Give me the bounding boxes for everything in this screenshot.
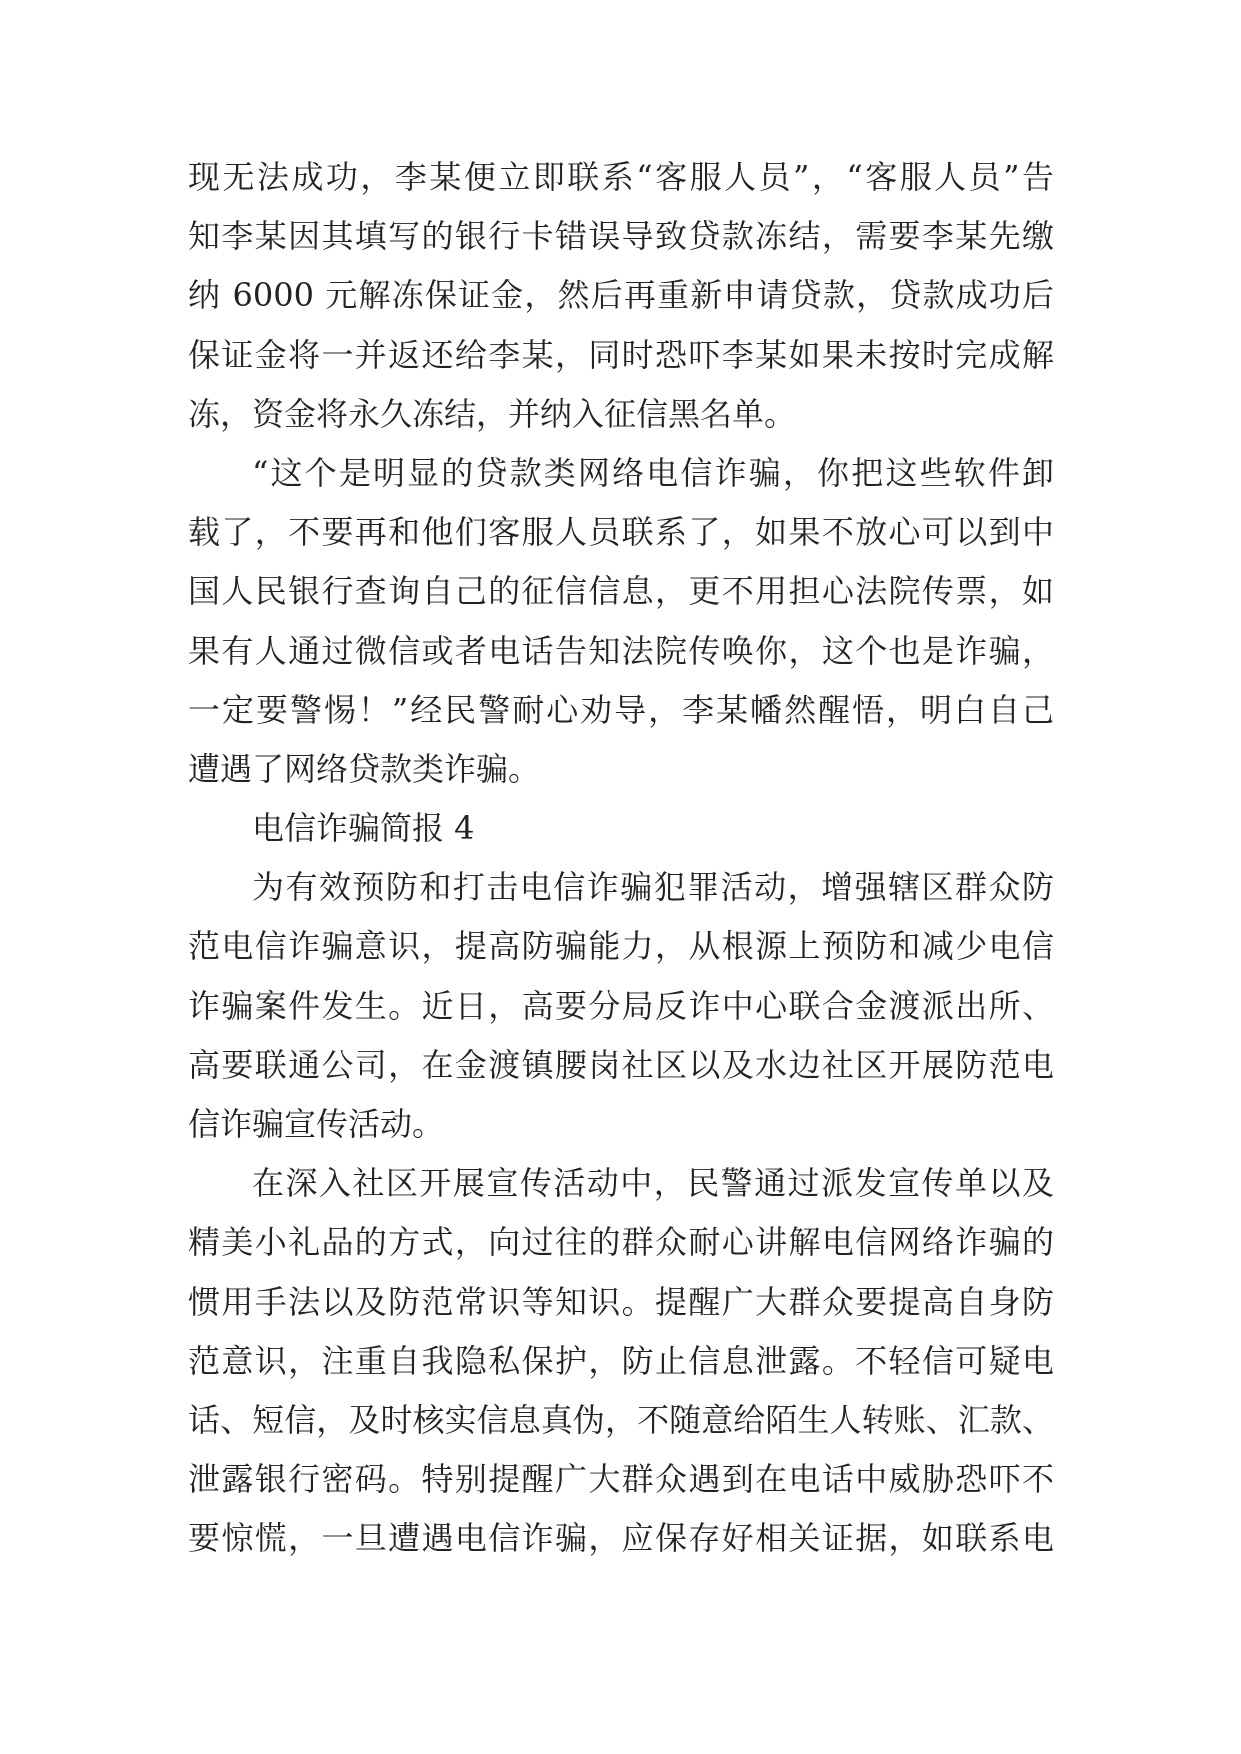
text-line: 诈骗案件发生。近日，高要分局反诈中心联合金渡派出所、 <box>188 986 1054 1025</box>
text-line: 在深入社区开展宣传活动中，民警通过派发宣传单以及 <box>252 1164 1054 1203</box>
text-line: 纳 6000 元解冻保证金，然后再重新申请贷款，贷款成功后 <box>188 276 1054 315</box>
paragraph-campaign-details <box>188 1164 1054 1578</box>
text-line: 现无法成功，李某便立即联系“客服人员”，“客服人员”告 <box>188 158 1054 196</box>
text-line: 范意识，注重自我隐私保护，防止信息泄露。不轻信可疑电 <box>188 1341 1054 1380</box>
text-line: 国人民银行查询自己的征信信息，更不用担心法院传票，如 <box>188 572 1054 611</box>
text-line: 冻，资金将永久冻结，并纳入征信黑名单。 <box>188 394 797 433</box>
text-line: 要惊慌，一旦遭遇电信诈骗，应保存好相关证据，如联系电 <box>188 1519 1054 1558</box>
paragraph-campaign-intro <box>188 868 1054 1164</box>
text-line: 高要联通公司，在金渡镇腰岗社区以及水边社区开展防范电 <box>188 1045 1054 1084</box>
text-line: 范电信诈骗意识，提高防骗能力，从根源上预防和减少电信 <box>188 927 1054 966</box>
text-line: 为有效预防和打击电信诈骗犯罪活动，增强辖区群众防 <box>252 868 1054 907</box>
text-line: 惯用手法以及防范常识等知识。提醒广大群众要提高自身防 <box>188 1282 1054 1321</box>
text-line: 知李某因其填写的银行卡错误导致贷款冻结，需要李某先缴 <box>188 217 1054 256</box>
text-line: 电信诈骗简报 4 <box>252 809 475 848</box>
text-line: 一定要警惕！”经民警耐心劝导，李某幡然醒悟，明白自己 <box>188 690 1054 729</box>
paragraph-police-quote <box>188 454 1054 809</box>
text-line: 遭遇了网络贷款类诈骗。 <box>188 749 541 788</box>
document-body <box>188 158 1054 1579</box>
section-heading-briefing-4 <box>188 809 1054 868</box>
text-line: 载了，不要再和他们客服人员联系了，如果不放心可以到中 <box>188 513 1054 552</box>
text-line: “这个是明显的贷款类网络电信诈骗，你把这些软件卸 <box>252 453 1054 492</box>
text-line: 果有人通过微信或者电话告知法院传唤你，这个也是诈骗， <box>188 631 1054 670</box>
text-line: 话、短信，及时核实信息真伪，不随意给陌生人转账、汇款、 <box>188 1400 1054 1439</box>
text-line: 信诈骗宣传活动。 <box>188 1105 445 1143</box>
text-line: 精美小礼品的方式，向过往的群众耐心讲解电信网络诈骗的 <box>188 1223 1054 1262</box>
text-line: 保证金将一并返还给李某，同时恐吓李某如果未按时完成解 <box>188 335 1054 374</box>
text-line: 泄露银行密码。特别提醒广大群众遇到在电话中威胁恐吓不 <box>188 1460 1054 1499</box>
paragraph-loan-freeze <box>188 158 1054 454</box>
